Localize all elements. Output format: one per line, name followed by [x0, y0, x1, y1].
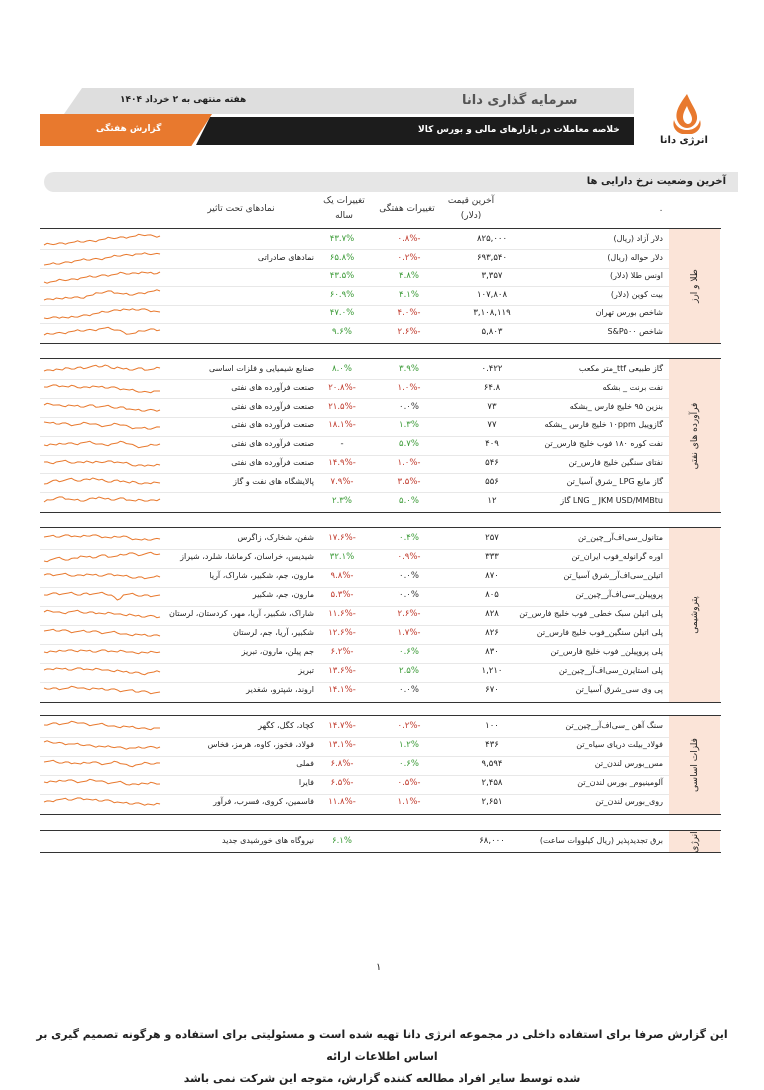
affected-symbols: شاراک، شکبیر، آریا، مهر، کردستان، لرستان	[168, 609, 314, 618]
section-bottom-rule	[40, 343, 721, 344]
trend-line	[44, 779, 160, 785]
trend-sparkline	[42, 381, 162, 397]
last-price: ۰.۴۲۲	[481, 364, 503, 374]
affected-symbols: صنعت فرآورده های نفتی	[231, 401, 314, 411]
weekly-change: ۱.۳%	[399, 420, 419, 431]
asset-name: نفت کوره ۱۸۰ فوب خلیج فارس_تن	[544, 439, 663, 449]
table-row	[40, 436, 669, 454]
yearly-change: -۱۱.۸%	[328, 797, 356, 807]
table-row	[40, 663, 669, 681]
yearly-change: -۲۰.۸%	[328, 382, 356, 393]
table-row	[40, 606, 669, 624]
trend-sparkline	[42, 738, 162, 754]
affected-symbols: صنایع شیمیایی و فلزات اساسی	[208, 364, 314, 373]
affected-symbols: مارون، جم، شکبیر	[252, 590, 314, 599]
table-row	[40, 287, 669, 305]
table-row	[40, 250, 669, 268]
trend-sparkline	[42, 362, 162, 378]
weekly-change: ۴.۸%	[399, 271, 419, 281]
asset-name: اتیلن_سی‌اف‌آر_شرق آسیا_تن	[563, 571, 663, 580]
asset-name: روی_بورس لندن_تن	[595, 797, 663, 806]
last-price: ۱۲	[487, 495, 497, 506]
col-header-dot: .	[659, 204, 663, 214]
asset-name: LNG _ JKM USD/MMBtu گاز	[560, 495, 663, 505]
section-bottom-rule	[40, 702, 721, 703]
last-price: ۲,۶۵۱	[481, 797, 503, 807]
page-number: ۱	[376, 962, 382, 973]
asset-name: نفتای سنگین خلیج فارس_تن	[568, 458, 663, 467]
yearly-change: -۱۴.۱%	[328, 685, 356, 695]
asset-name: آلومینیوم_ بورس لندن_تن	[577, 778, 663, 787]
trend-sparkline	[42, 288, 162, 304]
table-row	[40, 324, 669, 342]
report-date: هفته منتهی به ۲ خرداد ۱۴۰۴	[120, 95, 247, 105]
section-top-rule	[40, 830, 721, 831]
affected-symbols: صنعت فرآورده های نفتی	[231, 420, 314, 430]
yearly-change: -۵.۳%	[330, 590, 354, 600]
yearly-change: ۶۰.۹%	[329, 289, 355, 300]
section-top-rule	[40, 358, 721, 359]
trend-sparkline	[42, 400, 162, 416]
weekly-change: -۱.۰%	[397, 458, 421, 468]
weekly-change: -۰.۲%	[397, 721, 421, 731]
asset-name: متانول_سی‌اف‌آر_چین_تن	[577, 533, 663, 542]
last-price: ۶۹۳,۵۴۰	[476, 252, 508, 263]
affected-symbols: کچاد، کگل، کگهر	[258, 721, 314, 730]
affected-symbols: فایرا	[298, 778, 314, 787]
last-price: ۷۳	[487, 401, 497, 412]
asset-name: بیت کوین (دلار)	[610, 289, 663, 299]
weekly-change: -۱.۷%	[397, 628, 421, 638]
trend-sparkline	[42, 776, 162, 792]
trend-sparkline	[42, 325, 162, 341]
category-text: پتروشیمی	[689, 596, 700, 634]
trend-line	[44, 289, 160, 299]
asset-name: پلی استایرن_سی‌اف‌آر_چین_تن	[558, 666, 663, 675]
trend-sparkline	[42, 757, 162, 773]
trend-line	[44, 327, 160, 335]
table-row	[40, 775, 669, 793]
table-row	[40, 737, 669, 755]
yearly-change: -۱۱.۶%	[328, 609, 356, 619]
trend-line	[44, 478, 160, 484]
yearly-change: ۶.۱%	[332, 836, 352, 846]
asset-name: برق تجدیدپذیر (ریال کیلووات ساعت)	[539, 836, 663, 845]
trend-line	[44, 798, 160, 805]
yearly-change: ۶۵.۸%	[329, 252, 355, 263]
affected-symbols: جم پیلن، مارون، تبریز	[241, 647, 314, 656]
affected-symbols: صنعت فرآورده های نفتی	[231, 439, 314, 449]
weekly-change: -۰.۲%	[397, 252, 421, 263]
table-row	[40, 231, 669, 249]
yearly-change: -۷.۹%	[330, 476, 354, 487]
weekly-change: ۰.۶%	[399, 759, 419, 769]
table-row	[40, 587, 669, 605]
table-row	[40, 305, 669, 323]
section-top-rule	[40, 715, 721, 716]
trend-line	[44, 460, 160, 466]
section-bottom-rule	[40, 852, 721, 853]
trend-line	[44, 234, 160, 245]
last-price: ۵۴۶	[485, 458, 499, 468]
weekly-change: ۰.۰%	[399, 685, 419, 695]
table-row	[40, 380, 669, 398]
last-price: ۲,۴۵۸	[481, 778, 503, 788]
yearly-change: -۱۴.۷%	[328, 721, 356, 731]
trend-line	[44, 496, 160, 501]
last-price: ۳,۱۰۸,۱۱۹	[473, 308, 511, 318]
asset-name: شاخص بورس تهران	[595, 308, 663, 317]
col-header-symbols: نمادهای تحت تاثیر	[207, 204, 275, 214]
asset-name: پروپیلن_سی‌اف‌آر_چین_تن	[575, 590, 663, 599]
category-text: فرآورده های نفتی	[689, 402, 700, 470]
table-row	[40, 493, 669, 511]
affected-symbols: پالایشگاه های نفت و گاز	[233, 476, 314, 486]
trend-sparkline	[42, 550, 162, 566]
trend-line	[44, 272, 160, 283]
weekly-change: ۰.۰%	[399, 590, 419, 600]
category-label	[669, 528, 720, 702]
section-bottom-rule	[40, 512, 721, 513]
trend-line	[44, 309, 160, 319]
yearly-change: ۳۲.۱%	[329, 552, 355, 562]
table-row	[40, 417, 669, 435]
last-price: ۸۲۸	[485, 609, 499, 619]
asset-name: اونس طلا (دلار)	[610, 271, 663, 280]
yearly-change: ۴۳.۵%	[329, 271, 355, 281]
asset-name: پی وی سی_شرق آسیا_تن	[575, 685, 663, 694]
asset-name: گاز طبیعی ttf_متر مکعب	[578, 364, 663, 373]
affected-symbols: فولاد، فخوز، کاوه، هرمز، فخاس	[207, 740, 314, 749]
trend-line	[44, 252, 160, 264]
col-header-weekly: تغییرات هفتگی	[379, 204, 435, 214]
trend-sparkline	[42, 306, 162, 322]
asset-name: پلی اتیلن سبک خطی_ فوب خلیج فارس_تن	[519, 609, 663, 618]
weekly-change: ۱.۲%	[399, 740, 419, 750]
last-price: ۸۳۰	[485, 647, 499, 657]
yearly-change: -۶.۵%	[330, 778, 354, 788]
last-price: ۳۳۳	[485, 552, 499, 562]
table-row	[40, 474, 669, 492]
last-price: ۵,۸۰۳	[481, 326, 503, 337]
last-price: ۸۷۰	[485, 571, 499, 581]
weekly-change: -۰.۵%	[397, 778, 421, 788]
trend-line	[44, 686, 160, 693]
trend-line	[44, 650, 160, 654]
trend-line	[44, 760, 160, 766]
category-text: فلزات اساسی	[689, 738, 700, 792]
last-price: ۵۵۶	[485, 476, 499, 487]
last-price: ۲۵۷	[485, 533, 499, 543]
category-label	[669, 359, 720, 512]
trend-sparkline	[42, 418, 162, 434]
yearly-change: ۴۳.۷%	[329, 234, 355, 244]
table-row	[40, 399, 669, 417]
trend-line	[44, 741, 160, 749]
weekly-report-label: گزارش هفتگی	[96, 124, 162, 134]
trend-sparkline	[42, 437, 162, 453]
last-price: ۶۷۰	[485, 685, 499, 695]
last-price: ۱۰۰	[485, 721, 499, 731]
affected-symbols: نیروگاه های خورشیدی جدید	[222, 836, 314, 845]
weekly-change: -۴.۰%	[397, 308, 421, 318]
brand-name: سرمایه گذاری دانا	[462, 93, 578, 108]
trend-sparkline	[42, 626, 162, 642]
trend-sparkline	[42, 456, 162, 472]
category-label	[669, 716, 720, 814]
col-header-price: آخرین قیمت (دلار)	[447, 196, 495, 221]
trend-sparkline	[42, 795, 162, 811]
yearly-change: -۱۳.۶%	[328, 666, 356, 676]
trend-line	[44, 592, 160, 600]
table-row	[40, 644, 669, 662]
section-bottom-rule	[40, 814, 721, 815]
asset-name: گاز مایع LPG _شرق آسیا_تن	[566, 476, 663, 486]
weekly-change: -۱.۰%	[397, 382, 421, 393]
weekly-change: ۰.۶%	[399, 647, 419, 657]
trend-sparkline	[42, 683, 162, 699]
trend-line	[44, 721, 160, 729]
affected-symbols: فاسمین، کروی، فسرب، فرآور	[213, 797, 314, 806]
weekly-change: ۳.۹%	[399, 364, 419, 374]
affected-symbols: تبریز	[298, 666, 314, 675]
weekly-change: -۲.۶%	[397, 326, 421, 337]
last-price: ۱۰۷,۸۰۸	[476, 289, 508, 300]
yearly-change: -۱۴.۹%	[328, 458, 356, 468]
yearly-change: -۶.۲%	[330, 647, 354, 657]
col-header-yearly: تغییرات یک ساله	[323, 196, 365, 221]
weekly-change: -۲.۶%	[397, 609, 421, 619]
affected-symbols: نمادهای صادراتی	[257, 252, 314, 262]
last-price: ۶۸,۰۰۰	[479, 836, 505, 846]
yearly-change: -۱۳.۱%	[328, 740, 356, 750]
trend-sparkline	[42, 645, 162, 661]
yearly-change: -	[340, 439, 344, 450]
yearly-change: ۸.۰%	[332, 364, 352, 374]
table-row	[40, 682, 669, 700]
trend-sparkline	[42, 588, 162, 604]
trend-line	[44, 535, 160, 540]
affected-symbols: شفن، شخارک، زاگرس	[237, 533, 314, 542]
table-title: آخرین وضعیت نرخ دارایی ها	[586, 176, 726, 187]
table-row	[40, 718, 669, 736]
trend-sparkline	[42, 531, 162, 547]
table-row	[40, 549, 669, 567]
asset-name: دلار حواله (ریال)	[607, 252, 663, 262]
yearly-change: ۲.۳%	[332, 495, 352, 506]
table-row	[40, 530, 669, 548]
trend-line	[44, 552, 160, 561]
category-text: طلا و ارز	[689, 269, 700, 303]
weekly-change: ۰.۰%	[399, 571, 419, 581]
last-price: ۳,۳۵۷	[481, 271, 503, 281]
affected-symbols: شکبیر، آریا، جم، لرستان	[232, 628, 314, 637]
trend-line	[44, 365, 160, 371]
affected-symbols: صنعت فرآورده های نفتی	[231, 382, 314, 392]
trend-line	[44, 422, 160, 429]
yearly-change: ۹.۶%	[332, 326, 352, 337]
last-price: ۶۴.۸	[483, 382, 501, 393]
trend-line	[44, 573, 160, 578]
asset-name: شاخص S&P۵۰۰	[607, 326, 663, 336]
trend-sparkline	[42, 475, 162, 491]
category-label	[669, 831, 720, 852]
weekly-change: ۲.۵%	[399, 666, 419, 676]
trend-sparkline	[42, 494, 162, 510]
weekly-change: -۰.۹%	[397, 552, 421, 562]
asset-name: سنگ آهن _سی‌اف‌آر_چین_تن	[565, 721, 663, 730]
weekly-change: -۰.۸%	[397, 234, 421, 244]
yearly-change: -۱۸.۱%	[328, 420, 356, 431]
table-row	[40, 455, 669, 473]
yearly-change: -۹.۸%	[330, 571, 354, 581]
table-row	[40, 833, 669, 851]
asset-name: اوره گرانوله_فوب ایران_تن	[571, 552, 663, 561]
trend-sparkline	[42, 232, 162, 248]
trend-line	[44, 610, 160, 617]
report-subtitle: خلاصه معاملات در بازارهای مالی و بورس کالا	[418, 125, 620, 135]
trend-sparkline	[42, 719, 162, 735]
last-price: ۹,۵۹۴	[481, 759, 503, 769]
logo-text: انرژی دانا	[660, 135, 708, 146]
table-row	[40, 756, 669, 774]
affected-symbols: صنعت فرآورده های نفتی	[231, 458, 314, 467]
trend-line	[44, 385, 160, 393]
weekly-change: ۰.۰%	[399, 401, 419, 412]
section-top-rule	[40, 228, 721, 229]
asset-name: نفت برنت _ بشکه	[602, 382, 663, 392]
trend-sparkline	[42, 664, 162, 680]
yearly-change: ۴۷.۰%	[329, 308, 355, 318]
asset-name: پلی پروپیلن_ فوب خلیج فارس_تن	[550, 647, 663, 656]
last-price: ۴۳۶	[485, 740, 499, 750]
trend-sparkline	[42, 269, 162, 285]
last-price: ۸۰۵	[485, 590, 499, 600]
last-price: ۴۰۹	[485, 439, 499, 450]
yearly-change: -۱۷.۶%	[328, 533, 356, 543]
asset-name: بنزین ۹۵ خلیج فارس _بشکه	[569, 401, 663, 411]
asset-name: پلی اتیلن سنگین_فوب خلیج فارس_تن	[536, 628, 663, 637]
last-price: ۸۲۶	[485, 628, 499, 638]
affected-symbols: اروند، شپترو، شغدیر	[246, 685, 314, 694]
weekly-change: -۱.۱%	[397, 797, 421, 807]
yearly-change: -۱۲.۶%	[328, 628, 356, 638]
table-row	[40, 268, 669, 286]
trend-line	[44, 668, 160, 675]
table-row	[40, 625, 669, 643]
category-text: انرژی	[689, 830, 700, 853]
affected-symbols: شیدیس، خراسان، کرماشا، شلرد، شیراز	[180, 552, 314, 561]
asset-name: فولاد_بیلت دریای سیاه_تن	[576, 740, 663, 749]
yearly-change: -۲۱.۵%	[328, 401, 356, 412]
last-price: ۷۷	[487, 420, 497, 431]
weekly-change: ۵.۰%	[399, 495, 419, 506]
weekly-change: ۰.۴%	[399, 533, 419, 543]
trend-line	[44, 629, 160, 636]
table-row	[40, 794, 669, 812]
trend-sparkline	[42, 251, 162, 267]
section-top-rule	[40, 527, 721, 528]
table-row	[40, 568, 669, 586]
weekly-change: ۴.۱%	[399, 289, 419, 300]
trend-line	[44, 441, 160, 447]
trend-sparkline	[42, 607, 162, 623]
asset-name: مس_بورس لندن_تن	[594, 759, 663, 768]
affected-symbols: فملی	[296, 759, 314, 768]
weekly-change: ۵.۷%	[399, 439, 419, 450]
affected-symbols: مارون، جم، شکبیر، شاراک، آریا	[209, 571, 314, 580]
table-row	[40, 361, 669, 379]
asset-name: گازوییل ۱۰ppm خلیج فارس _بشکه	[544, 420, 663, 430]
last-price: ۱,۲۱۰	[481, 666, 503, 676]
category-label	[669, 229, 720, 343]
yearly-change: -۶.۸%	[330, 759, 354, 769]
trend-line	[44, 403, 160, 411]
trend-sparkline	[42, 569, 162, 585]
last-price: ۸۲۵,۰۰۰	[476, 234, 508, 244]
weekly-change: -۳.۵%	[397, 476, 421, 487]
asset-name: دلار آزاد (ریال)	[613, 234, 663, 243]
disclaimer: این گزارش صرفا برای استفاده داخلی در مجموعه انرژی دانا تهیه شده است و مسئولیتی برای استفاده و هرگونه تصمیم گیری بر اساس اطلاعات ارائه شده توسط سایر افراد مطالعه کننده گزارش، متوجه این شرکت نمی باشد	[36, 1028, 728, 1085]
